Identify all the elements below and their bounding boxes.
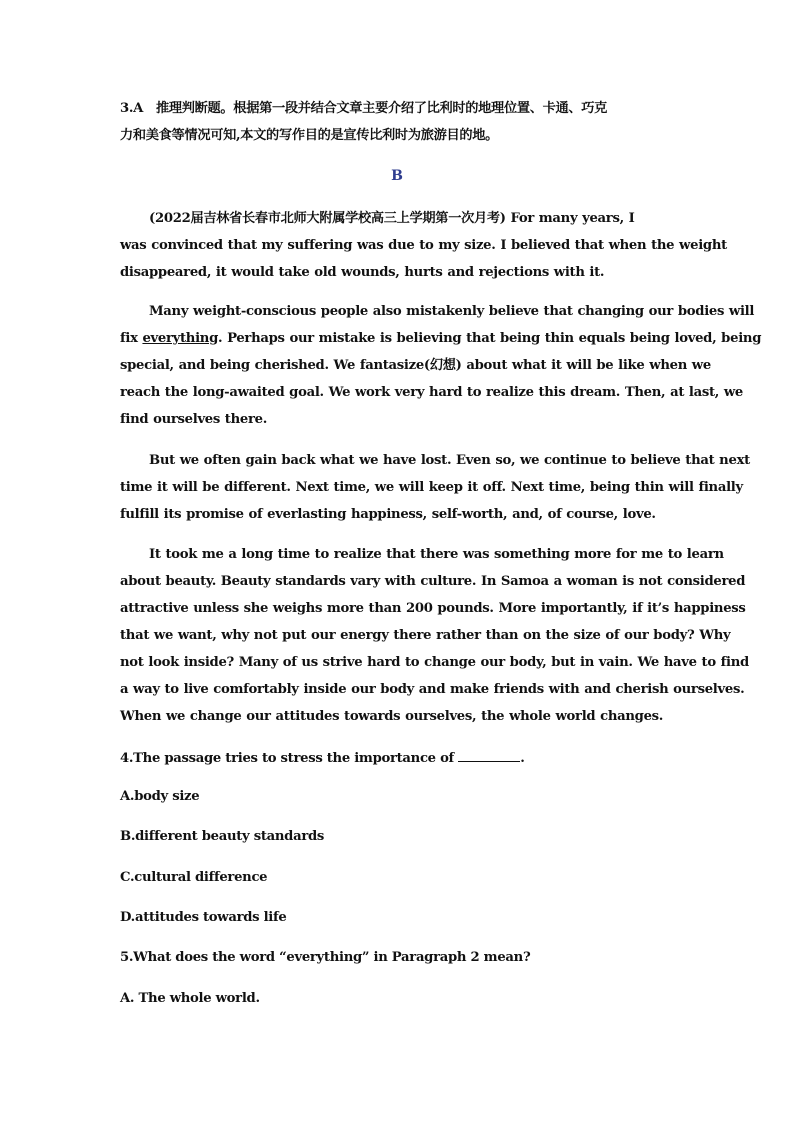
paragraph-1-line-2: was convinced that my suffering was due to my size. I believed that when the weight (120, 238, 727, 253)
question-4-stem (120, 749, 525, 766)
question-4-stem-text: 4.The passage tries to stress the importance of (120, 751, 459, 766)
paragraph-2-line-1: Many weight-conscious people also mistakenly believe that changing our bodies will (149, 304, 755, 319)
answer-3-explanation (120, 95, 676, 149)
answer-3-line-2: 力和美食等情况可知,本文的写作目的是宣传比利时为旅游目的地。 (120, 128, 499, 143)
question-4-option-c: C.cultural difference (120, 870, 268, 885)
section-heading: B (391, 168, 403, 184)
paragraph-3-line-3: fulfill its promise of everlasting happiness, self-worth, and, of course, love. (120, 507, 656, 522)
passage-paragraph-2 (120, 298, 762, 433)
paragraph-1-line-1-text: For many years, I (505, 211, 635, 226)
paragraph-4-line-2: about beauty. Beauty standards vary with culture. In Samoa a woman is not considered (120, 574, 746, 589)
answer-3-line-1: 3.A 推理判断题。根据第一段并结合文章主要介绍了比利时的地理位置、卡通、巧克 (120, 101, 608, 116)
paragraph-4-line-6: a way to live comfortably inside our body and make friends with and cherish ourselves. (120, 682, 745, 697)
paragraph-3-line-2: time it will be different. Next time, we will keep it off. Next time, being thin will finally (120, 480, 743, 495)
question-4-option-d: D.attitudes towards life (120, 910, 287, 925)
question-5-stem: 5.What does the word “everything” in Paragraph 2 mean? (120, 950, 531, 965)
paragraph-2-line-5: find ourselves there. (120, 412, 268, 427)
paragraph-4-line-5: not look inside? Many of us strive hard to change our body, but in vain. We have to find (120, 655, 749, 670)
question-5-option-a: A. The whole world. (120, 991, 260, 1006)
paragraph-3-line-1: But we often gain back what we have lost. Even so, we continue to believe that next (149, 453, 750, 468)
answer-blank (458, 749, 520, 762)
paragraph-2-line-2-post: . Perhaps our mistake is believing that being thin equals being loved, being (218, 331, 762, 346)
passage-paragraph-3 (120, 447, 750, 528)
paragraph-2-line-2 (120, 325, 762, 352)
paragraph-2-line-3: special, and being cherished. We fantasize(幻想) about what it will be like when we (120, 358, 711, 373)
question-4-option-b: B.different beauty standards (120, 829, 325, 844)
paragraph-2-line-2-pre: fix (120, 331, 143, 346)
paragraph-4-line-1: It took me a long time to realize that there was something more for me to learn (149, 547, 724, 562)
passage-paragraph-1 (120, 205, 727, 286)
paragraph-1-line-1 (120, 205, 676, 232)
paragraph-2-line-4: reach the long-awaited goal. We work very hard to realize this dream. Then, at last, we (120, 385, 744, 400)
paragraph-4-line-3: attractive unless she weighs more than 200 pounds. More importantly, if it’s happiness (120, 601, 746, 616)
paragraph-4-line-7: When we change our attitudes towards ourselves, the whole world changes. (120, 709, 664, 724)
underlined-word-everything: everything (142, 331, 218, 346)
question-4-option-a: A.body size (120, 789, 200, 804)
passage-paragraph-4 (120, 541, 749, 730)
question-4-stem-end: . (520, 751, 525, 766)
paragraph-1-line-3: disappeared, it would take old wounds, hurts and rejections with it. (120, 265, 605, 280)
paragraph-4-line-4: that we want, why not put our energy there rather than on the size of our body? Why (120, 628, 731, 643)
source-citation: (2022届吉林省长春市北师大附属学校高三上学期第一次月考) (149, 211, 506, 226)
